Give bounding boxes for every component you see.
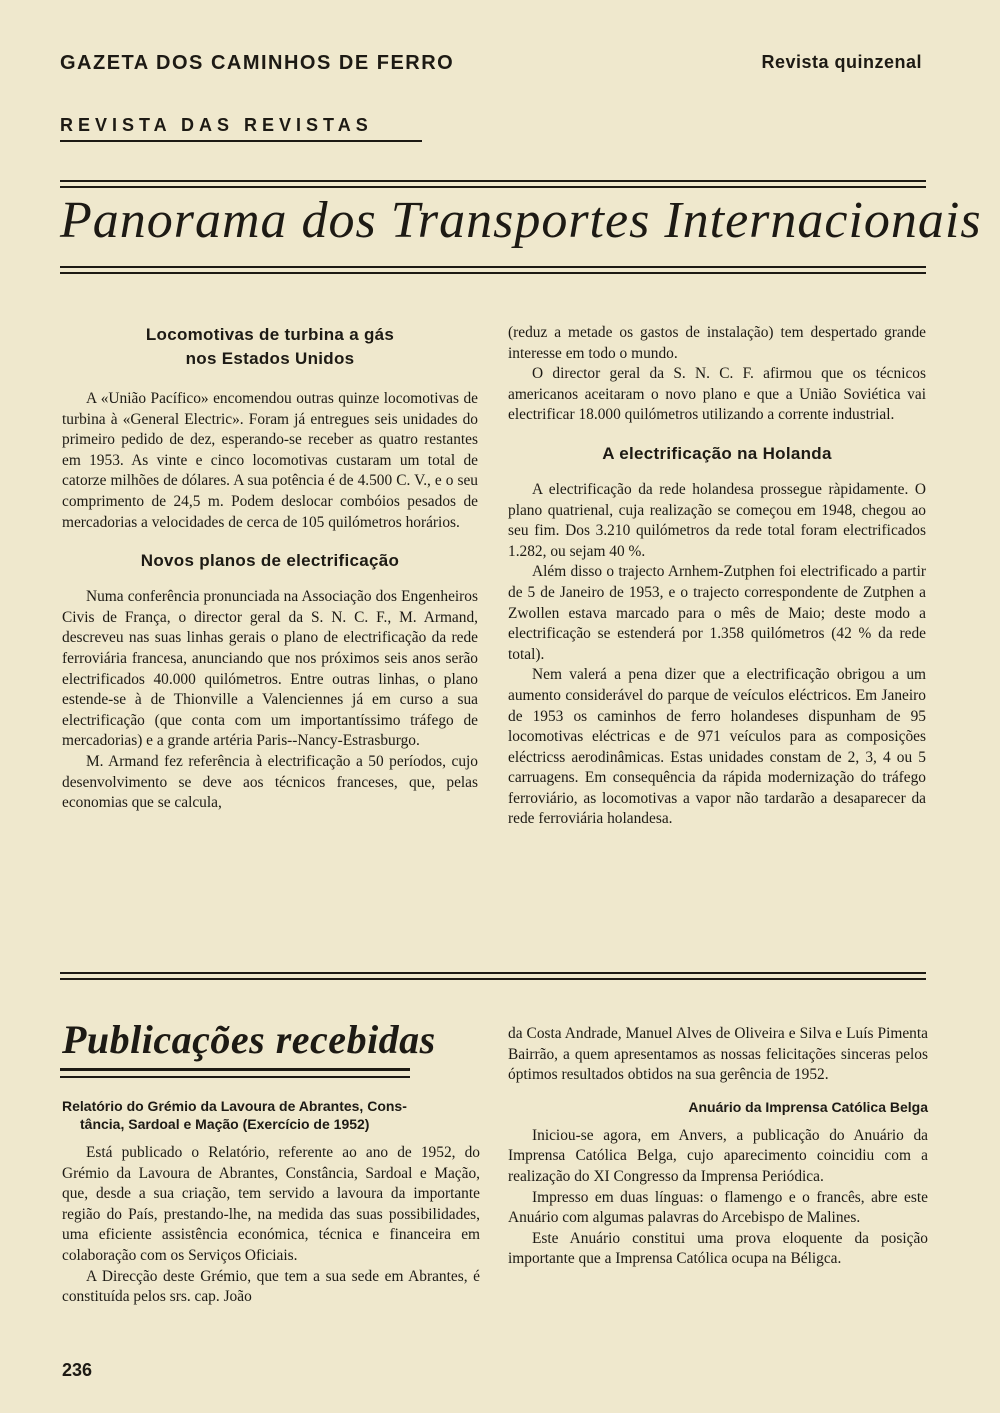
paragraph: A electrificação da rede holandesa prossegue ràpidamente. O plano quatrienal, cuja realização se começou em 1948, chegou ao seu fim. Dos 3.210 quilómetros da rede total foram electrificados 1.282, ou sejam 40 %. xyxy=(508,480,926,560)
article-heading-holanda: A electrificação na Holanda xyxy=(602,443,832,463)
paragraph: A «União Pacífico» encomendou outras quinze locomotivas de turbina à «General Electric». Foram já entregues seis unidades do primeiro pedido de dez, esperando-se receber as quatro restantes em 1953. As vinte e cinco locomotivas custaram um total de catorze milhões de dólares. A sua potência é de 4.500 C. V., e o seu comprimento de 24,5 m. Podem deslocar combóios pesados de mercadorias a velocidades de cerca de 105 quilómetros horários. xyxy=(62,390,478,531)
paragraph: (reduz a metade os gastos de instalação) tem despertado grande interesse em todo o mundo. xyxy=(508,324,926,362)
left-column-upper xyxy=(62,323,478,814)
relatorio-heading: Relatório do Grémio da Lavoura de Abrantes, Cons- tância, Sardoal e Mação (Exercício de 1952) xyxy=(62,1098,407,1132)
publication-frequency: Revista quinzenal xyxy=(761,52,922,72)
publication-title: GAZETA DOS CAMINHOS DE FERRO xyxy=(60,52,455,74)
paragraph: M. Armand fez referência à electrificação a 50 períodos, cujo desenvolvimento se deve aos técnicos franceses, que, pelas economias que se calcula, xyxy=(62,752,478,812)
section-title: REVISTA DAS REVISTAS xyxy=(60,115,373,135)
section-divider xyxy=(60,972,926,980)
page-number: 236 xyxy=(62,1360,93,1380)
paragraph: Numa conferência pronunciada na Associação dos Engenheiros Civis de França, o director geral da S. N. C. F., M. Armand, descreveu nas suas linhas gerais o plano de electrificação da rede ferroviária francesa, anunciando que nos próximos seis anos serão electrificados 40.000 quilómetros. Entre outras linhas, o plano estende-se à de Thionville a Valenciennes já em curso a sua electrificação (que conta com um importantíssimo tráfego de mercadorias) e a grande artéria Paris--Nancy-Estrasburgo. xyxy=(62,588,478,750)
publications-title: Publicações recebidas xyxy=(62,1017,436,1062)
publications-rule-secondary xyxy=(60,1076,410,1078)
right-column-upper xyxy=(508,323,926,830)
paragraph: Além disso o trajecto Arnhem-Zutphen foi electrificado a partir de 5 de Janeiro de 1953, e o trajecto correspondente de Zutphen a Zwollen estava marcado para o mês de Maio; deste modo a electrificação se estenderá por 1.358 quilómetros (42 % da rede total). xyxy=(508,563,926,663)
paragraph: O director geral da S. N. C. F. afirmou que os técnicos americanos aceitaram o novo plano e que a União Soviética vai electrificar 18.000 quilómetros utilizando a corrente industrial. xyxy=(508,365,926,424)
article-heading-turbina: Locomotivas de turbina a gás nos Estados Unidos xyxy=(145,325,395,368)
paragraph: da Costa Andrade, Manuel Alves de Oliveira e Silva e Luís Pimenta Bairrão, a quem apresentamos as nossas felicitações sinceras pelos óptimos resultados obtidos na sua gerência de 1952. xyxy=(508,1025,928,1084)
publications-rule xyxy=(60,1068,410,1071)
paragraph: Está publicado o Relatório, referente ao ano de 1952, do Grémio da Lavoura de Abrantes, Constância, Sardoal e Mação, que, desde a sua criação, tem servido a lavoura da importante região do País, prestando-lhe, na medida das suas possibilidades, uma eficiente assistência económica, técnica e financeira em colaboração com os Serviços Oficiais. xyxy=(62,1144,480,1264)
paragraph: Impresso em duas línguas: o flamengo e o francês, abre este Anuário com algumas palavras do Arcebispo de Malines. xyxy=(508,1188,928,1227)
section-rule xyxy=(60,140,422,142)
right-column-lower xyxy=(508,1024,928,1270)
article-heading-planos: Novos planos de electrificação xyxy=(140,551,400,571)
paragraph: Este Anuário constitui uma prova eloquente da posição importante que a Imprensa Católica ocupa na Béligca. xyxy=(508,1229,928,1268)
left-column-lower xyxy=(62,1097,480,1308)
paragraph: A Direcção deste Grémio, que tem a sua sede em Abrantes, é constituída pelos srs. cap. João xyxy=(62,1267,480,1306)
paragraph: Nem valerá a pena dizer que a electrificação obrigou a um aumento considerável do parque de veículos eléctricos. Em Janeiro de 1953 os caminhos de ferro holandeses dispunham de 95 locomotivas eléctricas e de 971 veículos para as composições eléctricss aerodinâmicas. Estas unidades constam de 2, 3, 4 ou 5 carruagens. Em consequência da rápida modernização do tráfego ferroviário, as locomotivas a vapor não tardarão a desaparecer da rede ferroviária holandesa. xyxy=(508,666,926,828)
banner-title: Panorama dos Transportes Internacionais xyxy=(60,192,982,249)
anuario-heading: Anuário da Imprensa Católica Belga xyxy=(688,1098,928,1115)
banner-bottom-rule xyxy=(60,266,926,274)
banner-top-rule xyxy=(60,180,926,188)
paragraph: Iniciou-se agora, em Anvers, a publicação do Anuário da Imprensa Católica Belga, cujo aparecimento coincidiu com a realização do XI Congresso da Imprensa Periódica. xyxy=(508,1126,928,1185)
